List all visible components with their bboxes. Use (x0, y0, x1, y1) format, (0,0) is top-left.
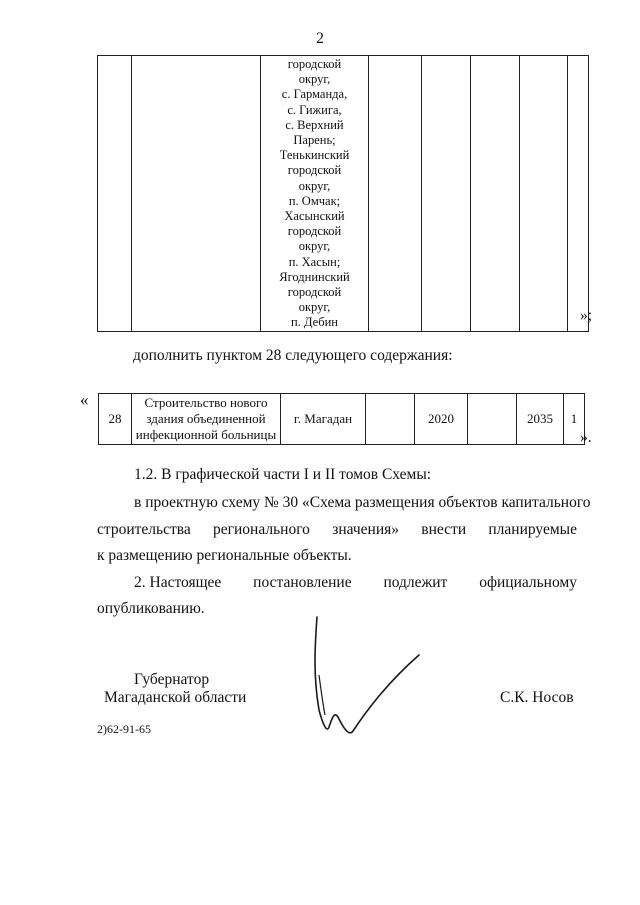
phone-number: 2)62-91-65 (97, 722, 151, 736)
location-line: п. Дебин (291, 315, 338, 330)
location-line: Хасынский (284, 209, 345, 224)
location-line: Тенькинский (279, 148, 350, 163)
table-cell-empty (422, 56, 471, 332)
word: строительства (97, 521, 191, 538)
paragraph-2-line1 (134, 573, 577, 593)
name-line: здания объединенной (146, 411, 266, 426)
paragraph-2-line2: опубликованию. (97, 600, 205, 617)
table-cell-year-start: 2020 (415, 394, 468, 445)
table-cell-number (98, 56, 132, 332)
word: значения» (332, 521, 400, 538)
location-line: с. Верхний (285, 117, 344, 132)
table-cell-name (132, 394, 281, 445)
signatory-name: С.К. Носов (500, 689, 574, 706)
name-line: инфекционной больницы (135, 427, 277, 442)
paragraph-scheme-line3: к размещению региональные объекты. (97, 547, 352, 564)
table-cell-number: 28 (99, 394, 132, 445)
table-cell-year-end: 2035 (517, 394, 564, 445)
instruction-text: дополнить пунктом 28 следующего содержания: (133, 347, 453, 364)
table-cell-value: 1 (564, 394, 585, 445)
location-line: с. Гижига, (287, 102, 342, 117)
signatory-title-line2: Магаданской области (104, 689, 247, 706)
table-cell-location: г. Магадан (281, 394, 366, 445)
table-cell-empty (568, 56, 589, 332)
table-cell-empty (471, 56, 520, 332)
word: подлежит (383, 574, 448, 591)
paragraph-1-2: 1.2. В графической части I и II томов Схемы: (134, 466, 432, 483)
location-line: Ягоднинский (279, 269, 350, 284)
page-number: 2 (316, 30, 324, 47)
handwritten-signature (305, 615, 425, 745)
location-line: с. Гарманда, (281, 87, 348, 102)
location-line: городской (287, 285, 342, 300)
table-cell-locations (261, 56, 369, 332)
schedule-table-new-row (98, 393, 585, 445)
word: 2. Настоящее (134, 574, 222, 591)
table-cell-empty (468, 394, 517, 445)
closing-quote-mark: ». (580, 429, 592, 446)
signatory-title-line1: Губернатор (134, 671, 210, 688)
name-line: Строительство нового (144, 395, 268, 410)
location-line: округ, (298, 300, 331, 315)
word: внести (421, 521, 467, 538)
closing-quote-mark: »; (580, 307, 593, 324)
location-line: городской (287, 224, 342, 239)
table-cell-name (132, 56, 261, 332)
word: официальному (479, 574, 577, 591)
location-line: п. Хасын; (288, 254, 341, 269)
paragraph-scheme-line2 (97, 520, 577, 540)
location-line: городской (287, 163, 342, 178)
opening-quote-mark: « (80, 390, 89, 409)
table-cell-empty (366, 394, 415, 445)
word: постановление (253, 574, 352, 591)
word: планируемые (488, 521, 577, 538)
location-line: округ, (298, 72, 331, 87)
table-cell-empty (369, 56, 422, 332)
word: регионального (213, 521, 310, 538)
location-line: округ, (298, 178, 331, 193)
location-line: п. Омчак; (288, 193, 341, 208)
location-line: городской (287, 57, 342, 71)
location-line: округ, (298, 239, 331, 254)
location-line: Парень; (293, 133, 336, 148)
paragraph-scheme-line1: в проектную схему № 30 «Схема размещения объектов капитального (134, 494, 591, 511)
table-cell-empty (520, 56, 568, 332)
schedule-table-continued (97, 55, 589, 332)
